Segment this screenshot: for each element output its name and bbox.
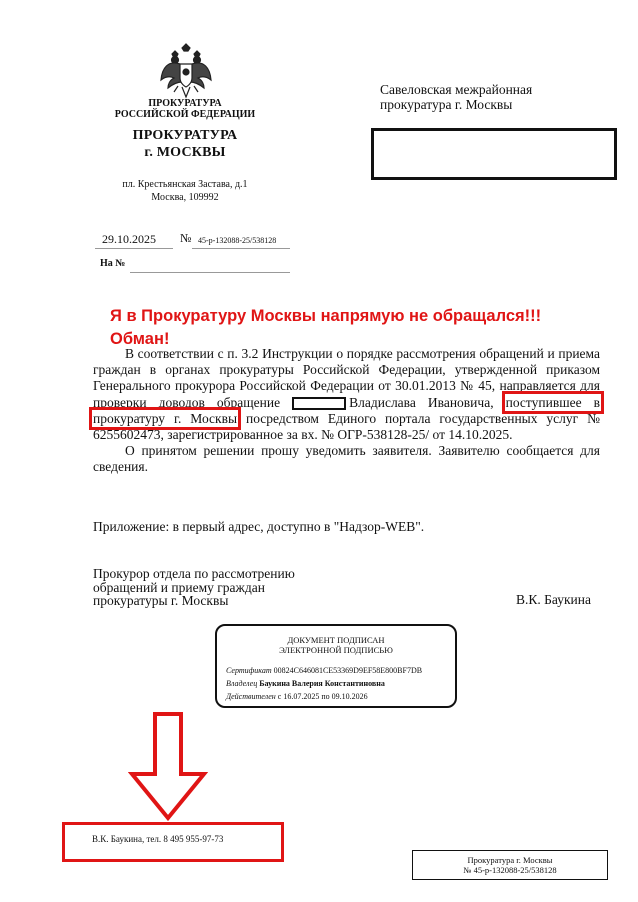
electronic-signature-box — [215, 624, 457, 708]
number-underline — [192, 248, 290, 249]
valid-to: 09.10.2026 — [331, 692, 368, 701]
signer-title-line1: Прокурор отдела по рассмотрению — [93, 566, 295, 581]
valid-from: 16.07.2025 — [283, 692, 320, 701]
applicant-name: Владислава Ивановича, — [349, 394, 494, 410]
org-line1: ПРОКУРАТУРА — [148, 98, 222, 109]
stamp-line2: № 45-р-132088-25/538128 — [463, 865, 557, 875]
letter-body — [93, 346, 600, 476]
office-name — [95, 127, 275, 161]
esign-title-line1: ДОКУМЕНТ ПОДПИСАН — [287, 635, 385, 645]
contact-info: В.К. Баукина, тел. 8 495 955-97-73 — [92, 834, 224, 844]
signer-title-line2: обращений и приему граждан — [93, 579, 265, 595]
double-headed-eagle-icon — [158, 42, 214, 100]
body-p1-part1: В соответствии с п. 3.2 Инструкции о порядке рассмотрения обращений и приема граждан в органах прокуратуры Российской Федерации, утвержденной приказом Генерального прокурора Российской Федерации от 30.01.2013 № 45, направляется для проверки доводов обращение — [93, 346, 600, 410]
reply-to-underline — [130, 272, 290, 273]
esign-title — [217, 635, 455, 655]
reply-to-label: На № — [100, 258, 126, 269]
org-name — [95, 98, 275, 120]
office-line2: г. МОСКВЫ — [144, 145, 226, 160]
highlighted-phrase: поступившее в прокуратуру г. Москвы — [93, 394, 601, 426]
attachment-note: Приложение: в первый адрес, доступно в "Надзор-WEB". — [93, 519, 425, 534]
registration-number: 45-р-132088-25/538128 — [198, 236, 277, 245]
down-arrow-icon — [128, 712, 208, 822]
address-line1: пл. Крестьянская Застава, д.1 — [122, 179, 248, 190]
body-paragraph-2: О принятом решении прошу уведомить заявителя. Заявителю сообщается для сведения. — [93, 443, 600, 475]
stamp-line1: Прокуратура г. Москвы — [467, 855, 553, 865]
office-line1: ПРОКУРАТУРА — [132, 128, 238, 143]
signer-title-line3: прокуратуры г. Москвы — [93, 593, 229, 608]
recipient-line1: Савеловская межрайонная — [380, 82, 533, 97]
address-line2: Москва, 109992 — [151, 192, 219, 203]
redaction-box — [371, 128, 617, 180]
valid-to-label: по — [321, 692, 330, 701]
alert-line2: Обман! — [110, 330, 170, 348]
signer-title — [93, 567, 295, 608]
recipient — [380, 82, 532, 112]
name-redaction — [292, 397, 346, 410]
body-p1-part2: посредством Единого портала государственных услуг № 6255602473, зарегистрированное за вх. № ОГР-538128-25/ от 14.10.2025. — [93, 410, 600, 443]
emblem — [158, 42, 214, 100]
esign-owner — [226, 679, 385, 689]
esign-validity — [226, 692, 368, 702]
cert-value: 00824C646081CE53369D9EF58E800BF7DB — [273, 666, 423, 675]
valid-from-label: с — [277, 692, 282, 701]
document-date: 29.10.2025 — [102, 232, 156, 246]
signer-name: В.К. Баукина — [516, 592, 591, 607]
esign-title-line2: ЭЛЕКТРОННОЙ ПОДПИСЬЮ — [279, 645, 393, 655]
cert-label: Сертификат — [226, 666, 272, 675]
registration-stamp — [412, 850, 608, 880]
number-sign: № — [180, 231, 192, 245]
body-paragraph-1 — [93, 346, 600, 443]
alert-line1: Я в Прокуратуру Москвы напрямую не обращался!!! — [110, 307, 542, 325]
valid-label: Действителен — [226, 692, 276, 701]
esign-certificate — [226, 666, 422, 676]
recipient-line2: прокуратура г. Москвы — [380, 97, 513, 112]
alert-annotation — [110, 305, 610, 351]
owner-label: Владелец — [226, 679, 258, 688]
office-address — [95, 178, 275, 204]
org-line2: РОССИЙСКОЙ ФЕДЕРАЦИИ — [114, 109, 256, 120]
date-underline — [95, 248, 173, 249]
owner-value: Баукина Валерия Константиновна — [259, 679, 385, 688]
